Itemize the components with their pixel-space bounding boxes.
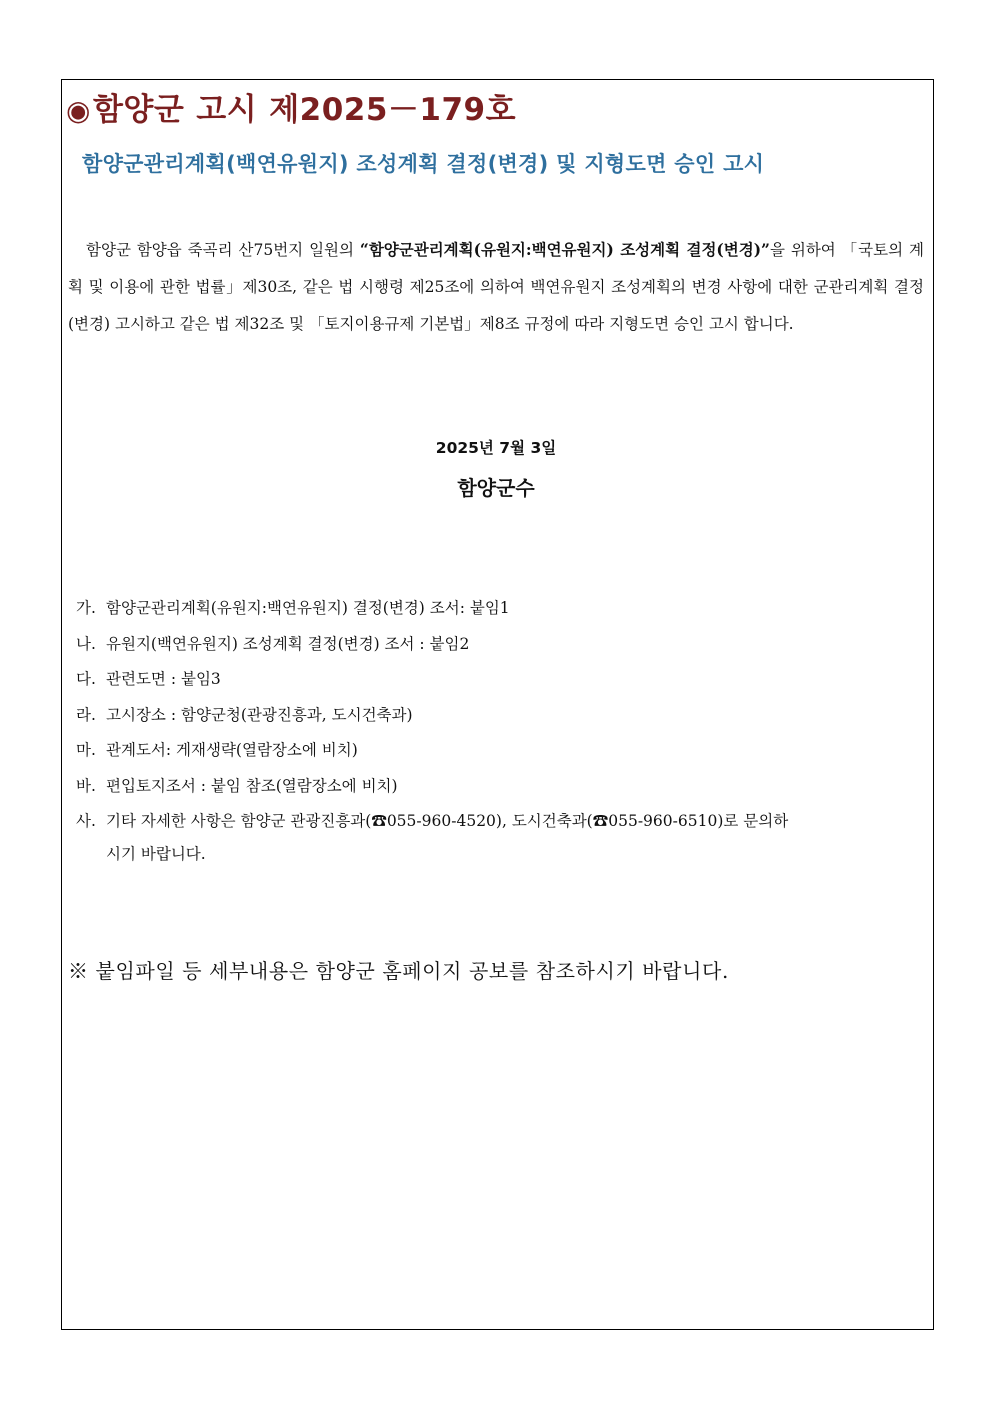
item-text: 편입토지조서 : 붙임 참조(열람장소에 비치) <box>106 776 398 795</box>
circle-dot-icon: ◉ <box>66 94 91 127</box>
item-text: 유원지(백연유원지) 조성계획 결정(변경) 조서 : 붙임2 <box>106 634 470 653</box>
item-list <box>76 593 926 872</box>
item-mark: 사. <box>76 812 96 830</box>
item-mark: 다. <box>76 670 96 688</box>
list-item <box>76 593 926 629</box>
item-text: 고시장소 : 함양군청(관광진흥과, 도시건축과) <box>106 705 413 724</box>
list-item <box>76 771 926 807</box>
list-item <box>76 664 926 700</box>
list-item <box>76 735 926 771</box>
body-part1: 함양군 함양읍 죽곡리 산75번지 일원의 <box>86 241 360 259</box>
notice-subject: 함양군관리계획(백연유원지) 조성계획 결정(변경) 및 지형도면 승인 고시 <box>82 152 765 176</box>
signer: 함양군수 <box>457 476 535 500</box>
list-item <box>76 806 926 872</box>
notice-date: 2025년 7월 3일 <box>435 439 557 457</box>
footer-note: ※ 붙임파일 등 세부내용은 함양군 홈페이지 공보를 참조하시기 바랍니다. <box>68 959 729 983</box>
item-mark: 라. <box>76 705 96 724</box>
item-text: 관련도면 : 붙임3 <box>106 670 221 688</box>
body-part2: 을 위하여 「국토의 계획 및 이용에 관한 법률」제30조, 같은 법 시행령 제25조에 의하여 백연유원지 조성계획의 변경 사항에 대한 군관리계획 결정(변경) 고시하고 같은 법 제32조 및 「토지이용규제 기본법」제8조 규정에 따라 지형도면 승인 고시 합니다. <box>68 241 924 333</box>
list-item <box>76 700 926 736</box>
item-text: 관계도서: 게재생략(열람장소에 비치) <box>106 741 358 759</box>
notice-title <box>66 84 516 129</box>
item-mark: 가. <box>76 599 96 617</box>
item-text: 함양군관리계획(유원지:백연유원지) 결정(변경) 조서: 붙임1 <box>106 599 510 617</box>
item-mark: 바. <box>76 776 96 795</box>
item-mark: 나. <box>76 634 96 653</box>
notice-body <box>68 231 924 343</box>
item-mark: 마. <box>76 741 96 759</box>
item-text: 기타 자세한 사항은 함양군 관광진흥과(☎055-960-4520), 도시건축과(☎055-960-6510)로 문의하 <box>106 812 789 830</box>
title-word: 고시 <box>196 92 258 128</box>
notice-number: 제2025－179호 <box>269 92 517 128</box>
list-item <box>76 629 926 665</box>
body-emphasis: “함양군관리계획(유원지:백연유원지) 조성계획 결정(변경)” <box>359 240 770 259</box>
title-prefix: 함양군 <box>92 92 185 128</box>
item-text-continued: 시기 바랍니다. <box>106 845 206 863</box>
